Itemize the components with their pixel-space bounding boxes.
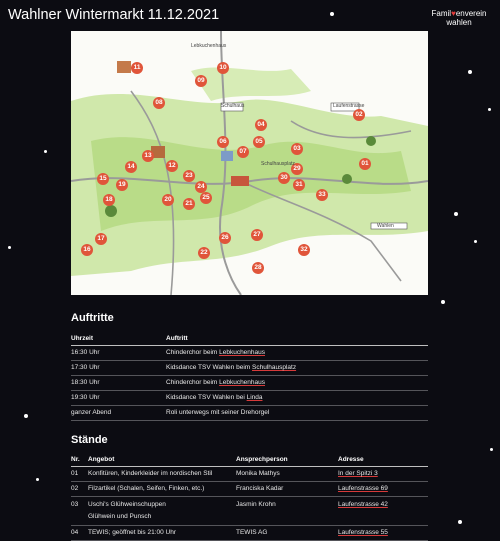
- address-link[interactable]: Laufenstrasse 42: [338, 501, 388, 508]
- map-marker[interactable]: 01: [359, 158, 371, 170]
- table-row: [71, 346, 428, 361]
- location-link[interactable]: Linda: [246, 394, 263, 401]
- angebot-cell: [88, 497, 236, 526]
- map-marker[interactable]: 24: [195, 181, 207, 193]
- angebot-cell: Konfitüren, Kinderkleider im nordischen Stil: [88, 467, 236, 482]
- person-cell: Monika Mathys: [236, 467, 338, 482]
- map-illustration: [71, 31, 428, 295]
- map-marker[interactable]: 16: [81, 244, 93, 256]
- nr-cell: 01: [71, 467, 88, 482]
- map-marker[interactable]: 04: [255, 119, 267, 131]
- time-cell: 19:30 Uhr: [71, 391, 166, 406]
- table-row: [71, 361, 428, 376]
- address-link[interactable]: Laufenstrasse 55: [338, 529, 388, 536]
- background-star: [490, 448, 493, 451]
- map-marker[interactable]: 30: [278, 172, 290, 184]
- map-marker[interactable]: 05: [253, 136, 265, 148]
- location-link[interactable]: Lebkuchenhaus: [219, 379, 266, 386]
- background-star: [488, 108, 491, 111]
- column-header: Angebot: [88, 453, 236, 467]
- background-star: [474, 240, 477, 243]
- map-marker[interactable]: 32: [298, 244, 310, 256]
- staende-section: [71, 434, 428, 541]
- table-row: [71, 497, 428, 526]
- address-link[interactable]: In der Spitzi 3: [338, 470, 378, 477]
- nr-cell: 02: [71, 482, 88, 497]
- time-cell: 17:30 Uhr: [71, 361, 166, 376]
- person-cell: Jasmin Krohn: [236, 497, 338, 526]
- background-star: [44, 150, 47, 153]
- brand-logo: [424, 9, 494, 27]
- map-marker[interactable]: 22: [198, 247, 210, 259]
- background-star: [330, 12, 334, 16]
- background-star: [454, 212, 458, 216]
- background-star: [24, 414, 28, 418]
- map-marker[interactable]: 12: [166, 160, 178, 172]
- background-star: [441, 300, 445, 304]
- map-marker[interactable]: 15: [97, 173, 109, 185]
- auftritt-cell: [166, 376, 428, 391]
- adresse-cell: [338, 526, 428, 541]
- table-row: [71, 376, 428, 391]
- map-marker[interactable]: 06: [217, 136, 229, 148]
- map-marker[interactable]: 26: [219, 232, 231, 244]
- auftritt-text: Chinderchor beim: [166, 379, 220, 386]
- angebot-line: Glühwein und Punsch: [88, 513, 152, 520]
- angebot-line: Uschi's Glühweinschuppen: [88, 501, 166, 508]
- map-marker[interactable]: 23: [183, 170, 195, 182]
- map-sign: Laufenstrasse: [333, 103, 365, 109]
- column-header: Ansprechperson: [236, 453, 338, 467]
- address-link[interactable]: Laufenstrasse 69: [338, 485, 388, 492]
- staende-table: [71, 453, 428, 541]
- nr-cell: 04: [71, 526, 88, 541]
- map-sign: Schulhausplatz: [261, 161, 295, 167]
- auftritt-cell: [166, 346, 428, 361]
- auftritt-text: Roli unterwegs mit seiner Drehorgel: [166, 409, 270, 416]
- background-star: [458, 520, 462, 524]
- location-link[interactable]: Lebkuchenhaus: [219, 349, 266, 356]
- village-map[interactable]: [71, 31, 428, 295]
- auftritt-text: Kidsdance TSV Wahlen bei: [166, 394, 247, 401]
- map-marker[interactable]: 21: [183, 198, 195, 210]
- angebot-cell: TEWIS; geöffnet bis 21:00 Uhr: [88, 526, 236, 541]
- nr-cell: 03: [71, 497, 88, 526]
- map-marker[interactable]: 27: [251, 229, 263, 241]
- brand-text: Famil: [431, 9, 452, 18]
- map-marker[interactable]: 02: [353, 109, 365, 121]
- column-header: Uhrzeit: [71, 332, 166, 346]
- background-star: [36, 478, 39, 481]
- map-marker[interactable]: 07: [237, 146, 249, 158]
- map-sign: Lebkuchenhaus: [191, 43, 227, 49]
- table-row: [71, 467, 428, 482]
- brand-text: wahlen: [446, 18, 472, 27]
- map-marker[interactable]: 10: [217, 62, 229, 74]
- table-row: [71, 526, 428, 541]
- map-marker[interactable]: 19: [116, 179, 128, 191]
- auftritt-text: Chinderchor beim: [166, 349, 220, 356]
- section-heading: Auftritte: [71, 312, 114, 324]
- map-marker[interactable]: 11: [131, 62, 143, 74]
- location-link[interactable]: Schulhausplatz: [252, 364, 297, 371]
- person-cell: Franciska Kadar: [236, 482, 338, 497]
- map-marker[interactable]: 08: [153, 97, 165, 109]
- time-cell: 16:30 Uhr: [71, 346, 166, 361]
- heart-icon: ♥: [451, 9, 456, 18]
- table-row: [71, 482, 428, 497]
- brand-text: enverein: [455, 9, 487, 18]
- page-title: Wahlner Wintermarkt 11.12.2021: [8, 7, 220, 23]
- adresse-cell: [338, 497, 428, 526]
- auftritt-cell: [166, 406, 428, 421]
- map-marker[interactable]: 17: [95, 233, 107, 245]
- column-header: Nr.: [71, 453, 88, 467]
- map-marker[interactable]: 29: [291, 163, 303, 175]
- auftritte-table: [71, 332, 428, 421]
- person-cell: TEWIS AG: [236, 526, 338, 541]
- column-header: Adresse: [338, 453, 428, 467]
- map-marker[interactable]: 14: [125, 161, 137, 173]
- background-star: [468, 70, 472, 74]
- background-star: [8, 246, 11, 249]
- map-marker[interactable]: 28: [252, 262, 264, 274]
- map-sign: Schulhaus: [221, 103, 245, 109]
- map-marker[interactable]: 03: [291, 143, 303, 155]
- table-row: [71, 406, 428, 421]
- map-marker[interactable]: 09: [195, 75, 207, 87]
- map-marker[interactable]: 33: [316, 189, 328, 201]
- map-marker[interactable]: 25: [200, 192, 212, 204]
- angebot-cell: Filzartikel (Schalen, Seifen, Finken, etc.): [88, 482, 236, 497]
- adresse-cell: [338, 482, 428, 497]
- auftritt-cell: [166, 391, 428, 406]
- adresse-cell: [338, 467, 428, 482]
- map-marker[interactable]: 20: [162, 194, 174, 206]
- time-cell: 18:30 Uhr: [71, 376, 166, 391]
- map-sign: Wahlen: [377, 223, 394, 229]
- section-heading: Stände: [71, 434, 108, 446]
- auftritt-cell: [166, 361, 428, 376]
- auftritt-text: Kidsdance TSV Wahlen beim: [166, 364, 252, 371]
- time-cell: ganzer Abend: [71, 406, 166, 421]
- map-marker[interactable]: 18: [103, 194, 115, 206]
- map-marker[interactable]: 13: [142, 150, 154, 162]
- column-header: Auftritt: [166, 332, 428, 346]
- auftritte-section: [71, 312, 428, 421]
- map-marker[interactable]: 31: [293, 179, 305, 191]
- table-row: [71, 391, 428, 406]
